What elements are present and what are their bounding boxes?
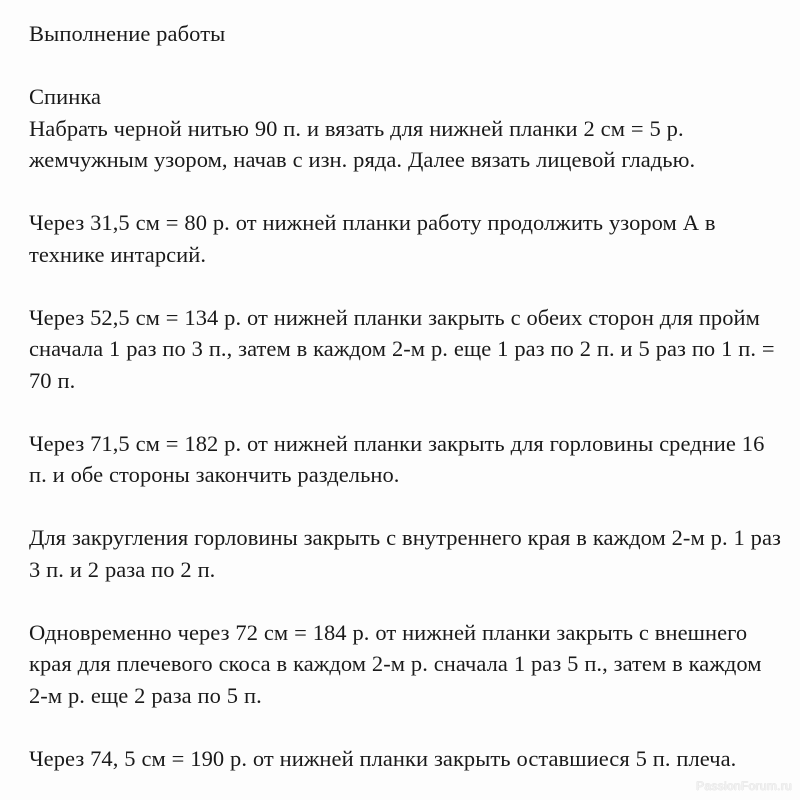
- page-title: Выполнение работы: [29, 21, 226, 46]
- instruction-paragraph-6: Одновременно через 72 см = 184 р. от нижней планки закрыть с внешнего края для плечевого скоса в каждом 2-м р. сначала 1 раз 5 п., затем в каждом 2-м р. еще 2 раза по 5 п.: [29, 619, 768, 708]
- section-subheading-back: Спинка: [29, 84, 102, 109]
- document-body: [29, 18, 787, 774]
- paragraph-spacer: [29, 50, 781, 82]
- paragraph-spacer: [29, 491, 781, 523]
- paragraph-spacer: [29, 585, 781, 617]
- paragraph-spacer: [29, 711, 781, 743]
- instruction-paragraph-4: Через 71,5 см = 182 р. от нижней планки закрыть для горловины средние 16 п. и обе стороны закончить раздельно.: [29, 430, 771, 487]
- instruction-paragraph-3: Через 52,5 см = 134 р. от нижней планки закрыть с обеих сторон для пройм сначала 1 раз по 3 п., затем в каждом 2-м р. еще 1 раз по 2 п. и 5 раз по 1 п. = 70 п.: [29, 304, 781, 393]
- site-watermark: PassionForum.ru: [696, 779, 792, 793]
- instruction-paragraph-5: Для закругления горловины закрыть с внутреннего края в каждом 2-м р. 1 раз 3 п. и 2 раза по 2 п.: [29, 525, 787, 582]
- paragraph-spacer: [29, 396, 781, 428]
- instruction-paragraph-7: Через 74, 5 см = 190 р. от нижней планки закрыть оставшиеся 5 п. плеча.: [29, 745, 737, 771]
- paragraph-spacer: [29, 176, 781, 208]
- instruction-paragraph-1: Набрать черной нитью 90 п. и вязать для нижней планки 2 см = 5 р. жемчужным узором, начав с изн. ряда. Далее вязать лицевой гладью.: [29, 115, 696, 172]
- instruction-paragraph-2: Через 31,5 см = 80 р. от нижней планки работу продолжить узором А в технике интарсий.: [29, 210, 722, 267]
- paragraph-spacer: [29, 270, 781, 302]
